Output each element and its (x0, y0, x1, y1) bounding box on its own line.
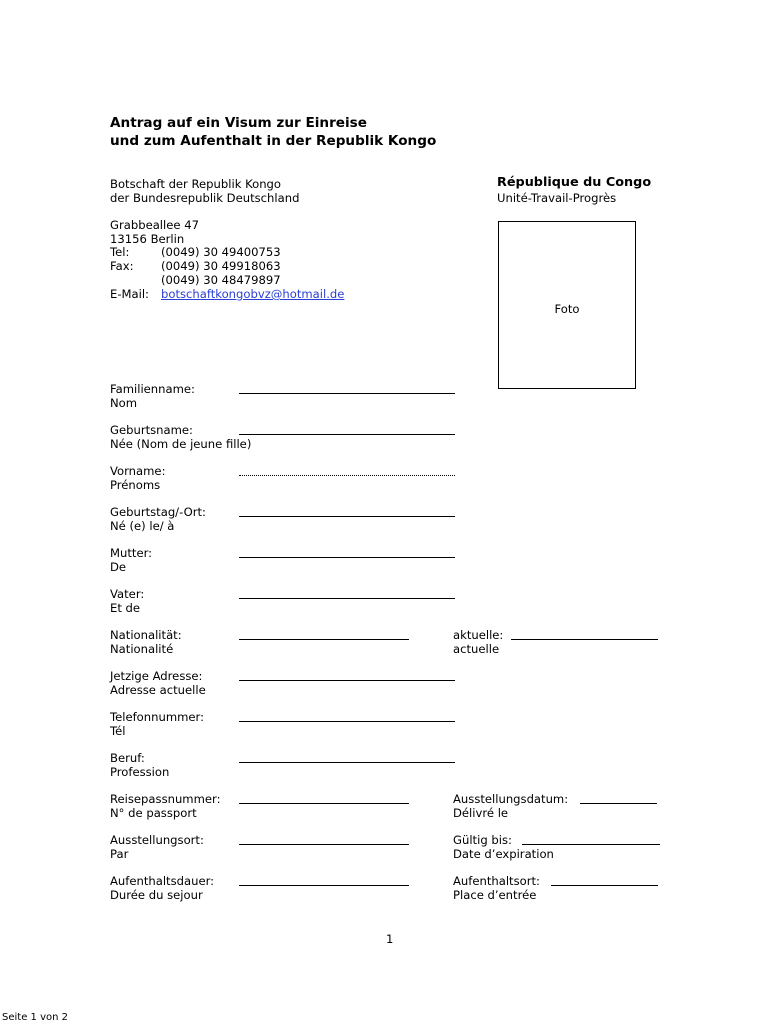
field-label-ausstellungsort: Ausstellungsort: (110, 833, 204, 847)
page-number: 1 (386, 932, 394, 946)
field-label-ne-le: Né (e) le/ à (110, 519, 175, 533)
field-label-date-expiration: Date d’expiration (453, 847, 554, 861)
aufenthaltsort-input-line[interactable] (551, 885, 658, 886)
mutter-input-line[interactable] (239, 557, 455, 558)
field-label-nationalite: Nationalité (110, 642, 174, 656)
email-link[interactable]: botschaftkongobvz@hotmail.de (161, 287, 345, 301)
tel-value: (0049) 30 49400753 (161, 245, 281, 259)
photo-label: Foto (554, 302, 580, 316)
field-label-gueltig-bis: Gültig bis: (453, 833, 512, 847)
field-label-adresse-actuelle: Adresse actuelle (110, 683, 206, 697)
form-title-line2: und zum Aufenthalt in der Republik Kongo (110, 133, 437, 149)
email-label: E-Mail: (110, 287, 149, 301)
field-label-passport: N° de passport (110, 806, 197, 820)
field-label-aufenthaltsdauer: Aufenthaltsdauer: (110, 874, 215, 888)
nationalitaet-input-line[interactable] (239, 639, 409, 640)
geburtsname-input-line[interactable] (239, 434, 455, 435)
adresse-input-line[interactable] (239, 680, 455, 681)
vorname-input-line[interactable] (239, 475, 455, 476)
field-label-ausstellungsdatum: Ausstellungsdatum: (453, 792, 569, 806)
fax-value-2: (0049) 30 48479897 (161, 273, 281, 287)
form-title-line1: Antrag auf ein Visum zur Einreise (110, 115, 367, 131)
field-label-geburtsname: Geburtsname: (110, 423, 193, 437)
field-label-actuelle: actuelle (453, 642, 500, 656)
field-label-familienname: Familienname: (110, 382, 195, 396)
field-label-reisepassnummer: Reisepassnummer: (110, 792, 221, 806)
field-label-geburtstag: Geburtstag/-Ort: (110, 505, 206, 519)
aufenthaltsdauer-input-line[interactable] (239, 885, 409, 886)
geburtstag-input-line[interactable] (239, 516, 455, 517)
field-label-nom: Nom (110, 396, 138, 410)
embassy-country: der Bundesrepublik Deutschland (110, 191, 300, 205)
ausstellungsdatum-input-line[interactable] (580, 803, 657, 804)
photo-box[interactable] (498, 221, 636, 389)
field-label-delivre-le: Délivré le (453, 806, 509, 820)
ausstellungsort-input-line[interactable] (239, 844, 409, 845)
fax-value-1: (0049) 30 49918063 (161, 259, 281, 273)
field-label-aufenthaltsort: Aufenthaltsort: (453, 874, 540, 888)
aktuelle-nationalitaet-input-line[interactable] (511, 639, 658, 640)
page-footer: Seite 1 von 2 (2, 1012, 68, 1023)
field-label-beruf: Beruf: (110, 751, 145, 765)
field-label-aktuelle: aktuelle: (453, 628, 504, 642)
field-label-prenoms: Prénoms (110, 478, 161, 492)
field-label-telefonnummer: Telefonnummer: (110, 710, 205, 724)
embassy-street: Grabbeallee 47 (110, 218, 199, 232)
tel-label: Tel: (110, 245, 130, 259)
embassy-name: Botschaft der Republik Kongo (110, 177, 282, 191)
field-label-tel: Tél (110, 724, 126, 738)
gueltig-bis-input-line[interactable] (522, 844, 660, 845)
embassy-city: 13156 Berlin (110, 232, 185, 246)
field-label-mutter: Mutter: (110, 546, 153, 560)
field-label-nee: Née (Nom de jeune fille) (110, 437, 252, 451)
field-label-et-de: Et de (110, 601, 141, 615)
field-label-jetzige-adresse: Jetzige Adresse: (110, 669, 203, 683)
reisepass-input-line[interactable] (239, 803, 409, 804)
field-label-profession: Profession (110, 765, 170, 779)
field-label-nationalitaet: Nationalität: (110, 628, 182, 642)
beruf-input-line[interactable] (239, 762, 455, 763)
telefon-input-line[interactable] (239, 721, 455, 722)
fax-label: Fax: (110, 259, 134, 273)
field-label-duree-sejour: Durée du sejour (110, 888, 203, 902)
field-label-de: De (110, 560, 127, 574)
vater-input-line[interactable] (239, 598, 455, 599)
field-label-par: Par (110, 847, 129, 861)
republic-motto: Unité-Travail-Progrès (497, 191, 617, 205)
field-label-vorname: Vorname: (110, 464, 166, 478)
field-label-place-entree: Place d’entrée (453, 888, 537, 902)
field-label-vater: Vater: (110, 587, 145, 601)
familienname-input-line[interactable] (239, 393, 455, 394)
republic-name: République du Congo (497, 175, 652, 190)
